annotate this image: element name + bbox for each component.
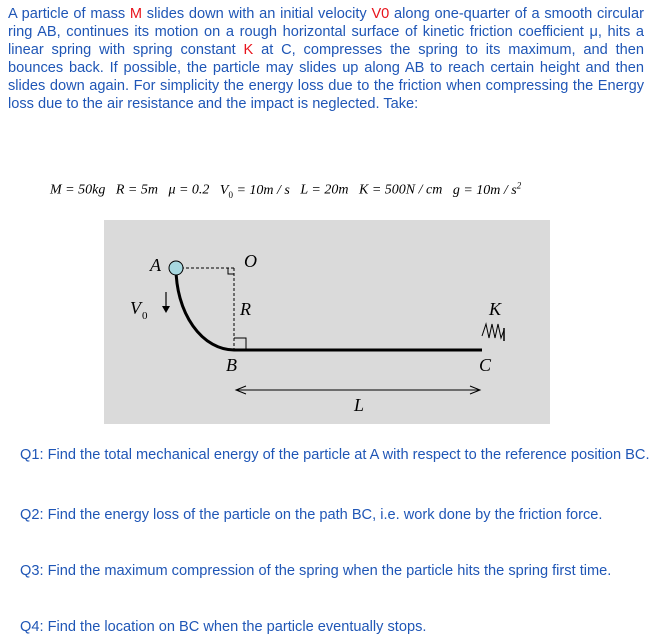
statement-part-1: A particle of mass [8, 6, 130, 22]
question-label: Q2: [20, 507, 44, 523]
label-r: R [240, 299, 251, 319]
question-4 [20, 618, 650, 636]
particle-ball [169, 261, 183, 275]
problem-statement [8, 5, 644, 114]
label-v-subscript: 0 [142, 310, 148, 322]
mass-symbol: M [129, 6, 143, 22]
question-text: Find the total mechanical energy of the particle at A with respect to the reference position BC. [47, 447, 650, 463]
question-label: Q4: [20, 619, 44, 635]
label-o: O [244, 251, 257, 271]
question-text: Find the energy loss of the particle on the path BC, i.e. work done by the friction force. [47, 507, 603, 523]
given-length: L = 20m [300, 182, 349, 198]
diagram-background [104, 220, 550, 424]
label-k: K [489, 299, 502, 319]
question-label: Q1: [20, 447, 44, 463]
spring-constant-symbol: K [243, 42, 254, 59]
question-1 [20, 446, 650, 464]
statement-part-4: at C, compresses the spring to its maximum, and then bounces back. If possible, the particle may slides up along AB to reach certain height and then slides down again. For simplicity the energy loss due to the friction when compressing the Energy loss due to the air resistance and the impact is neglected. Take: [8, 42, 644, 113]
given-gravity: $g = 10m / s^2$ [452, 180, 522, 198]
statement-part-2: slides down with an initial velocity [142, 6, 372, 22]
label-v: V [130, 298, 141, 318]
given-mass: M = 50kg [50, 182, 106, 198]
statement-part-3: along one-quarter of a smooth circular ring AB, continues its motion on a rough horizontal surface of kinetic friction coefficient μ, hits a linear spring with spring constant [8, 6, 644, 59]
setup-diagram [104, 220, 550, 424]
given-friction-coefficient: μ = 0.2 [168, 182, 210, 198]
question-text: Find the maximum compression of the spring when the particle hits the spring first time. [47, 563, 612, 579]
label-a: A [150, 255, 161, 275]
given-radius: R = 5m [115, 182, 158, 198]
given-values [50, 180, 610, 199]
question-2 [20, 506, 650, 524]
question-text: Find the location on BC when the particle eventually stops. [47, 619, 427, 635]
given-spring-constant: K = 500N / cm [358, 182, 443, 198]
label-c: C [479, 355, 492, 375]
velocity-symbol: V0 [371, 6, 390, 22]
label-l: L [354, 395, 365, 415]
given-initial-velocity: $V_0 = 10m / s$ [219, 182, 290, 200]
label-b: B [226, 355, 237, 375]
question-label: Q3: [20, 563, 44, 579]
question-3 [20, 562, 650, 580]
